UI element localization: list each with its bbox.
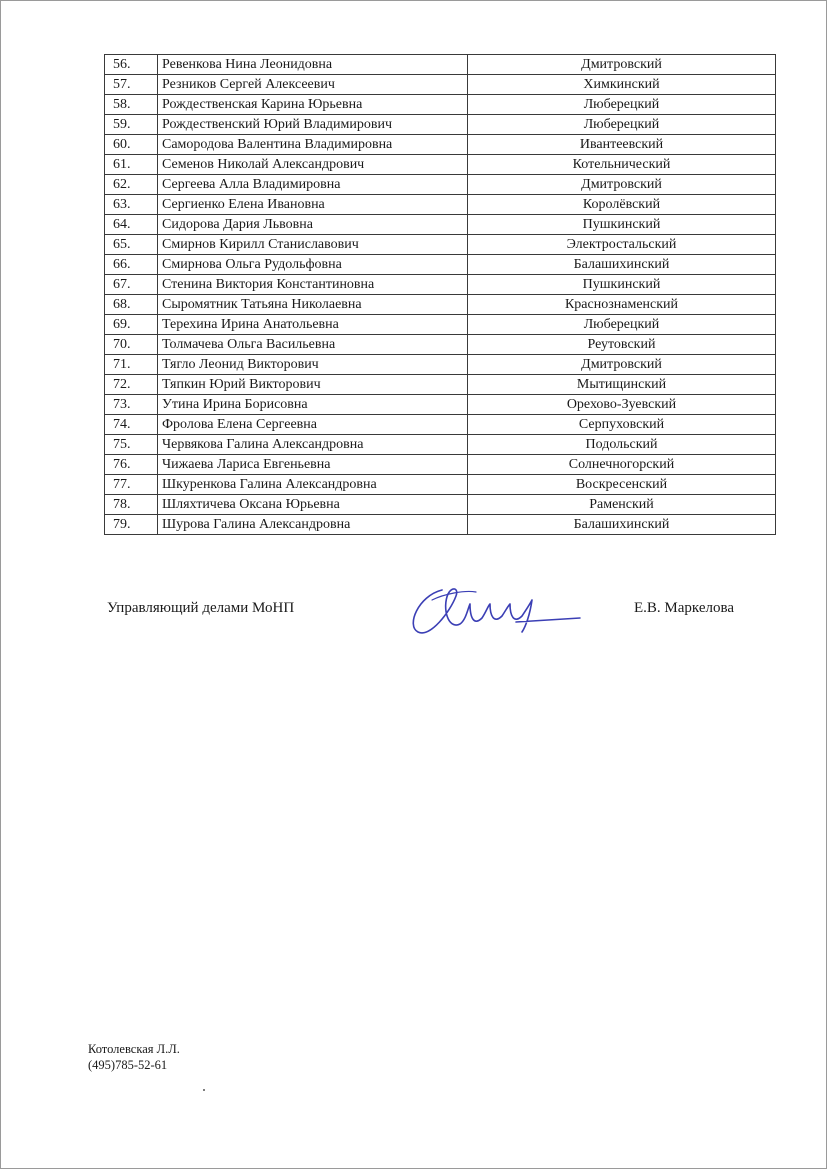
district-name: Пушкинский bbox=[468, 215, 776, 235]
table-row bbox=[105, 55, 776, 75]
executor-phone: (495)785-52-61 bbox=[88, 1058, 168, 1072]
row-number: 57. bbox=[105, 75, 158, 95]
row-number: 64. bbox=[105, 215, 158, 235]
table-row bbox=[105, 495, 776, 515]
district-name: Краснознаменский bbox=[468, 295, 776, 315]
person-name: Ревенкова Нина Леонидовна bbox=[158, 55, 468, 75]
row-number: 59. bbox=[105, 115, 158, 135]
person-name: Рождественская Карина Юрьевна bbox=[158, 95, 468, 115]
row-number: 62. bbox=[105, 175, 158, 195]
row-number: 78. bbox=[105, 495, 158, 515]
table-row bbox=[105, 275, 776, 295]
table-row bbox=[105, 95, 776, 115]
row-number: 65. bbox=[105, 235, 158, 255]
row-number: 74. bbox=[105, 415, 158, 435]
table-row bbox=[105, 215, 776, 235]
district-name: Серпуховский bbox=[468, 415, 776, 435]
person-name: Смирнов Кирилл Станиславович bbox=[158, 235, 468, 255]
row-number: 61. bbox=[105, 155, 158, 175]
table-row bbox=[105, 415, 776, 435]
district-name: Электростальский bbox=[468, 235, 776, 255]
district-name: Дмитровский bbox=[468, 55, 776, 75]
table-row bbox=[105, 155, 776, 175]
person-name: Червякова Галина Александровна bbox=[158, 435, 468, 455]
row-number: 58. bbox=[105, 95, 158, 115]
district-name: Орехово-Зуевский bbox=[468, 395, 776, 415]
table-row bbox=[105, 75, 776, 95]
person-name: Тягло Леонид Викторович bbox=[158, 355, 468, 375]
district-name: Дмитровский bbox=[468, 355, 776, 375]
district-name: Люберецкий bbox=[468, 315, 776, 335]
table-row bbox=[105, 315, 776, 335]
person-name: Терехина Ирина Анатольевна bbox=[158, 315, 468, 335]
scan-speck bbox=[203, 1089, 205, 1091]
executor-name: Котолевская Л.Л. bbox=[88, 1042, 180, 1056]
person-name: Рождественский Юрий Владимирович bbox=[158, 115, 468, 135]
table-row bbox=[105, 135, 776, 155]
table-row bbox=[105, 235, 776, 255]
district-name: Пушкинский bbox=[468, 275, 776, 295]
row-number: 56. bbox=[105, 55, 158, 75]
row-number: 79. bbox=[105, 515, 158, 535]
table-row bbox=[105, 455, 776, 475]
district-name: Люберецкий bbox=[468, 95, 776, 115]
row-number: 63. bbox=[105, 195, 158, 215]
district-name: Люберецкий bbox=[468, 115, 776, 135]
person-name: Шкуренкова Галина Александровна bbox=[158, 475, 468, 495]
person-name: Резников Сергей Алексеевич bbox=[158, 75, 468, 95]
row-number: 68. bbox=[105, 295, 158, 315]
person-name: Семенов Николай Александрович bbox=[158, 155, 468, 175]
row-number: 72. bbox=[105, 375, 158, 395]
row-number: 77. bbox=[105, 475, 158, 495]
row-number: 75. bbox=[105, 435, 158, 455]
person-name: Сидорова Дария Львовна bbox=[158, 215, 468, 235]
district-name: Дмитровский bbox=[468, 175, 776, 195]
signature-image bbox=[404, 578, 584, 642]
district-name: Раменский bbox=[468, 495, 776, 515]
row-number: 73. bbox=[105, 395, 158, 415]
person-name: Утина Ирина Борисовна bbox=[158, 395, 468, 415]
table-row bbox=[105, 435, 776, 455]
person-name: Самородова Валентина Владимировна bbox=[158, 135, 468, 155]
district-name: Ивантеевский bbox=[468, 135, 776, 155]
person-name: Толмачева Ольга Васильевна bbox=[158, 335, 468, 355]
table-row bbox=[105, 115, 776, 135]
row-number: 60. bbox=[105, 135, 158, 155]
signatory-position: Управляющий делами МоНП bbox=[107, 600, 295, 616]
district-name: Котельнический bbox=[468, 155, 776, 175]
person-name: Фролова Елена Сергеевна bbox=[158, 415, 468, 435]
district-name: Воскресенский bbox=[468, 475, 776, 495]
table-row bbox=[105, 295, 776, 315]
table-row bbox=[105, 175, 776, 195]
row-number: 66. bbox=[105, 255, 158, 275]
table-row bbox=[105, 515, 776, 535]
district-name: Химкинский bbox=[468, 75, 776, 95]
table-row bbox=[105, 395, 776, 415]
district-name: Солнечногорский bbox=[468, 455, 776, 475]
person-name: Стенина Виктория Константиновна bbox=[158, 275, 468, 295]
district-name: Балашихинский bbox=[468, 255, 776, 275]
table-row bbox=[105, 255, 776, 275]
person-name: Шляхтичева Оксана Юрьевна bbox=[158, 495, 468, 515]
district-name: Мытищинский bbox=[468, 375, 776, 395]
person-name: Шурова Галина Александровна bbox=[158, 515, 468, 535]
person-name: Сергиенко Елена Ивановна bbox=[158, 195, 468, 215]
row-number: 70. bbox=[105, 335, 158, 355]
person-name: Тяпкин Юрий Викторович bbox=[158, 375, 468, 395]
table-row bbox=[105, 375, 776, 395]
row-number: 71. bbox=[105, 355, 158, 375]
person-name: Сыромятник Татьяна Николаевна bbox=[158, 295, 468, 315]
district-name: Реутовский bbox=[468, 335, 776, 355]
person-name: Смирнова Ольга Рудольфовна bbox=[158, 255, 468, 275]
district-name: Балашихинский bbox=[468, 515, 776, 535]
row-number: 69. bbox=[105, 315, 158, 335]
district-name: Королёвский bbox=[468, 195, 776, 215]
executor-block bbox=[88, 1041, 180, 1073]
row-number: 67. bbox=[105, 275, 158, 295]
table-row bbox=[105, 335, 776, 355]
person-name: Сергеева Алла Владимировна bbox=[158, 175, 468, 195]
roster-body bbox=[105, 55, 776, 535]
district-name: Подольский bbox=[468, 435, 776, 455]
person-name: Чижаева Лариса Евгеньевна bbox=[158, 455, 468, 475]
roster-table bbox=[104, 54, 776, 535]
row-number: 76. bbox=[105, 455, 158, 475]
signatory-name: Е.В. Маркелова bbox=[634, 600, 735, 616]
table-row bbox=[105, 475, 776, 495]
table-row bbox=[105, 195, 776, 215]
table-row bbox=[105, 355, 776, 375]
